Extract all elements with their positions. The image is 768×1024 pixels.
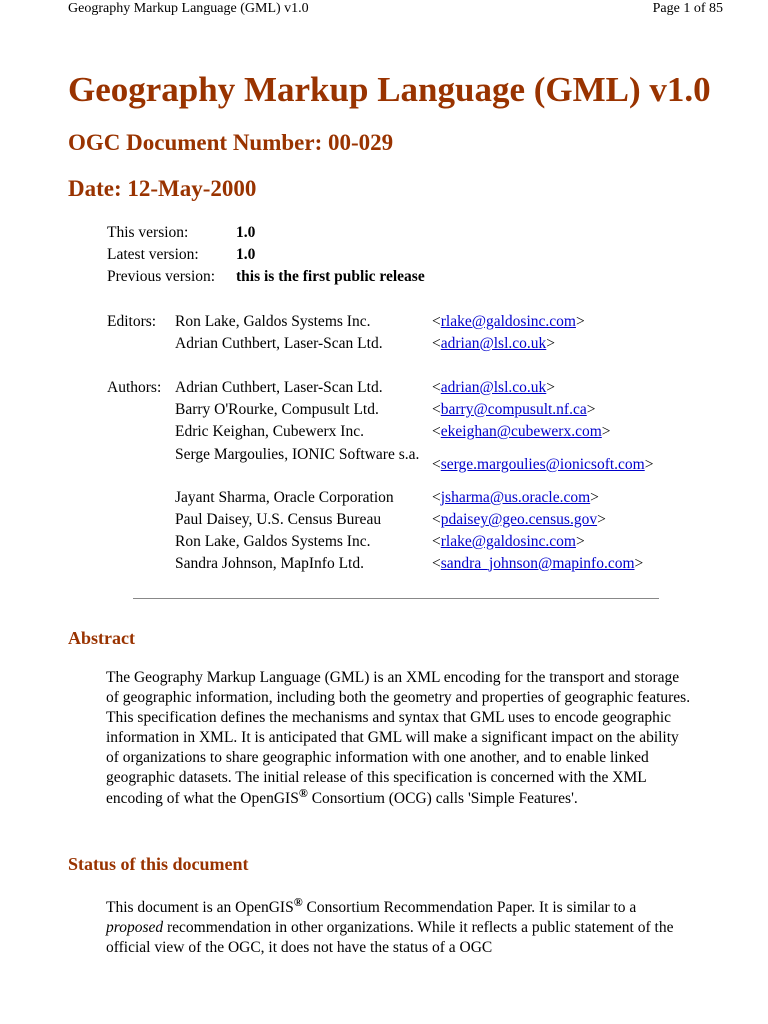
abstract-heading: Abstract [68,628,135,648]
header-doc-title: Geography Markup Language (GML) v1.0 [68,1,309,16]
author-name: Adrian Cuthbert, Laser-Scan Ltd. [175,379,383,396]
author-name: Edric Keighan, Cubewerx Inc. [175,423,364,440]
status-emphasis: proposed [106,919,164,937]
header-page-indicator: Page 1 of 85 [652,1,723,16]
editor-email-link[interactable]: adrian@lsl.co.uk [440,335,547,352]
author-email-link[interactable]: ekeighan@cubewerx.com [440,423,602,440]
author-email: <jsharma@us.oracle.com> [432,489,599,506]
abstract-paragraph [106,668,691,809]
author-email: <barry@compusult.nf.ca> [432,401,596,418]
author-email-link[interactable]: pdaisey@geo.census.gov [440,511,598,528]
editor-email-link[interactable]: rlake@galdosinc.com [440,313,576,330]
editor-email: <adrian@lsl.co.uk> [432,335,556,352]
registered-mark: ® [298,785,308,800]
status-text: Consortium Recommendation Paper. It is similar to a [302,899,637,916]
author-email: <adrian@lsl.co.uk> [432,379,556,396]
document-date: Date: 12-May-2000 [68,176,257,201]
registered-mark: ® [293,894,303,909]
status-text: This document is an OpenGIS [106,899,294,916]
author-email: <serge.margoulies@ionicsoft.com> [432,456,654,473]
page-title: Geography Markup Language (GML) v1.0 [68,70,711,109]
author-name: Ron Lake, Galdos Systems Inc. [175,533,371,550]
version-value: this is the first public release [236,268,425,285]
author-email: <sandra_johnson@mapinfo.com> [432,555,644,572]
version-value: 1.0 [236,246,256,263]
editors-label: Editors: [107,313,157,330]
status-heading: Status of this document [68,854,249,874]
editor-name: Ron Lake, Galdos Systems Inc. [175,313,371,330]
status-paragraph [106,894,691,958]
author-email: <rlake@galdosinc.com> [432,533,585,550]
abstract-text: The Geography Markup Language (GML) is an XML encoding for the transport and storage of geographic information, including both the geometry and properties of geographic features. This specification defines the mechanisms and syntax that GML uses to encode geographic information in XML. It is anticipated that GML will make a significant impact on the ability of organizations to share geographic information with one another, and to enable linked geographic datasets. The initial release of this specification is concerned with the XML encoding of what the OpenGIS [106,669,691,807]
author-email-link[interactable]: sandra_johnson@mapinfo.com [440,555,635,572]
author-email-link[interactable]: serge.margoulies@ionicsoft.com [440,456,645,473]
editor-name: Adrian Cuthbert, Laser-Scan Ltd. [175,335,383,352]
authors-label: Authors: [107,379,162,396]
horizontal-divider [133,598,659,599]
author-name: Barry O'Rourke, Compusult Ltd. [175,401,379,418]
version-label: Latest version: [107,246,199,263]
author-name: Jayant Sharma, Oracle Corporation [175,489,394,506]
author-email-link[interactable]: jsharma@us.oracle.com [440,489,591,506]
status-text: recommendation in other organizations. While it reflects a public statement of the official view of the OGC, it does not have the status of a OGC [106,919,674,957]
version-label: This version: [107,224,189,241]
version-label: Previous version: [107,268,216,285]
author-email-link[interactable]: adrian@lsl.co.uk [440,379,547,396]
author-name: Paul Daisey, U.S. Census Bureau [175,511,382,528]
author-email: <pdaisey@geo.census.gov> [432,511,606,528]
author-name: Sandra Johnson, MapInfo Ltd. [175,555,364,572]
editor-email: <rlake@galdosinc.com> [432,313,585,330]
document-number: OGC Document Number: 00-029 [68,130,394,155]
version-value: 1.0 [236,224,256,241]
author-email-link[interactable]: rlake@galdosinc.com [440,533,576,550]
author-email: <ekeighan@cubewerx.com> [432,423,611,440]
running-header [0,0,768,22]
author-email-link[interactable]: barry@compusult.nf.ca [440,401,587,418]
author-name: Serge Margoulies, IONIC Software s.a. [175,446,420,463]
abstract-text-end: Consortium (OCG) calls 'Simple Features'. [307,789,578,807]
